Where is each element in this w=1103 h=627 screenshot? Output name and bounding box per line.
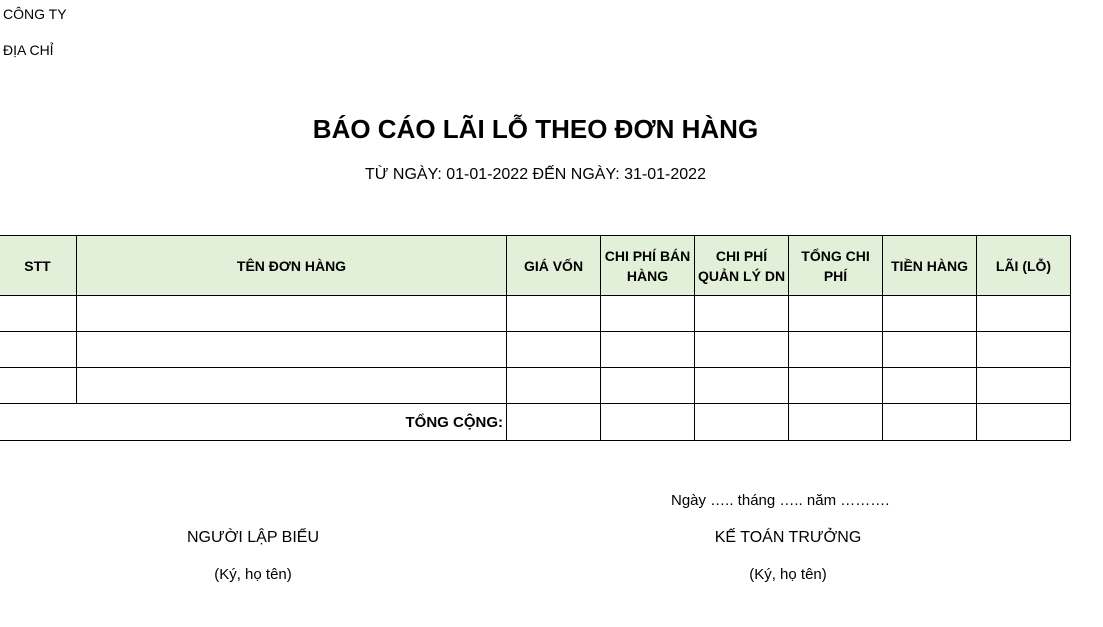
table-cell (977, 296, 1071, 332)
column-header: GIÁ VỐN (507, 236, 601, 296)
column-header: TÊN ĐƠN HÀNG (77, 236, 507, 296)
report-title: BÁO CÁO LÃI LỖ THEO ĐƠN HÀNG (312, 114, 759, 144)
chief-accountant-note: (Ký, họ tên) (749, 566, 827, 583)
total-cell (789, 404, 883, 441)
preparer-note: (Ký, họ tên) (214, 566, 292, 583)
table-cell (883, 296, 977, 332)
total-label: TỔNG CỘNG: (0, 404, 507, 441)
table-cell (695, 296, 789, 332)
table-cell (0, 296, 77, 332)
signature-date-line: Ngày ….. tháng ….. năm ………. (671, 492, 890, 509)
column-header: STT (0, 236, 77, 296)
table-cell (883, 368, 977, 404)
table-cell (789, 368, 883, 404)
table-cell (601, 296, 695, 332)
table-row (0, 296, 1071, 332)
total-row (0, 404, 1071, 441)
report-period: TỪ NGÀY: 01-01-2022 ĐẾN NGÀY: 31-01-2022 (365, 166, 706, 183)
company-label: CÔNG TY (3, 6, 67, 22)
table-cell (77, 368, 507, 404)
table-cell (601, 332, 695, 368)
column-header: TIỀN HÀNG (883, 236, 977, 296)
address-label: ĐỊA CHỈ (3, 42, 54, 58)
table-cell (977, 368, 1071, 404)
column-header: CHI PHÍ BÁN HÀNG (601, 236, 695, 296)
total-cell (695, 404, 789, 441)
total-cell (883, 404, 977, 441)
total-cell (601, 404, 695, 441)
table-cell (601, 368, 695, 404)
table-cell (507, 332, 601, 368)
table-cell (0, 332, 77, 368)
table-cell (977, 332, 1071, 368)
table-cell (0, 368, 77, 404)
chief-accountant-role: KẾ TOÁN TRƯỞNG (714, 529, 862, 546)
table-cell (507, 296, 601, 332)
table-cell (77, 296, 507, 332)
table-cell (695, 368, 789, 404)
table-row (0, 332, 1071, 368)
total-cell (507, 404, 601, 441)
table-cell (883, 332, 977, 368)
column-header: CHI PHÍ QUẢN LÝ DN (695, 236, 789, 296)
column-header: LÃI (LỖ) (977, 236, 1071, 296)
profit-loss-table (0, 235, 1071, 441)
table-cell (789, 296, 883, 332)
column-header: TỔNG CHI PHÍ (789, 236, 883, 296)
table-header-row (0, 236, 1071, 296)
total-cell (977, 404, 1071, 441)
table-cell (507, 368, 601, 404)
table-row (0, 368, 1071, 404)
preparer-role: NGƯỜI LẬP BIỂU (186, 529, 319, 546)
table-cell (695, 332, 789, 368)
table-cell (789, 332, 883, 368)
table-cell (77, 332, 507, 368)
